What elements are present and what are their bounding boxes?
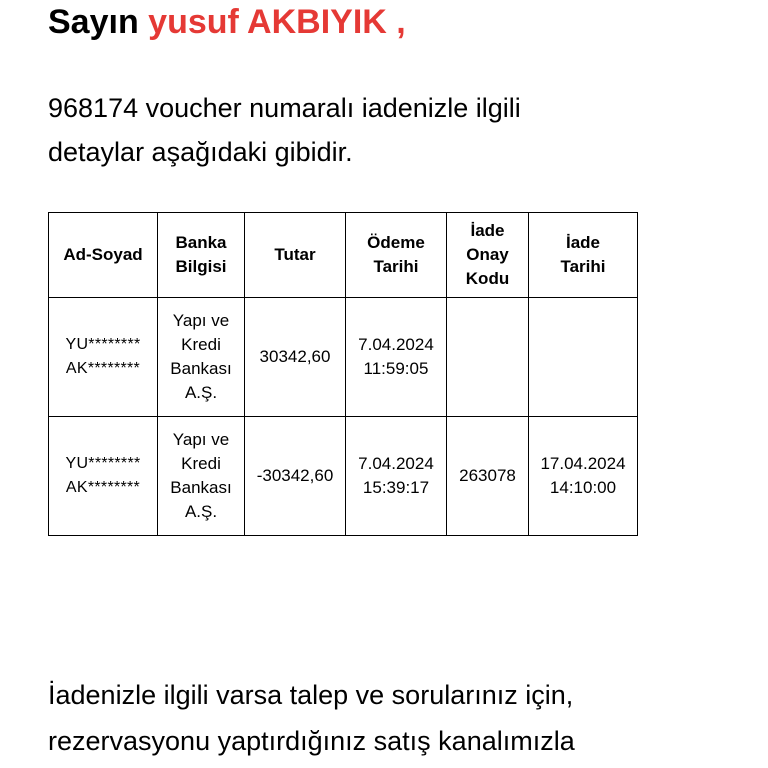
cell-text: -30342,60 (256, 466, 334, 485)
intro-line-1: 968174 voucher numaralı iadenizle ilgili (48, 93, 521, 123)
refund-details-table (48, 212, 638, 536)
header-text: İade (565, 233, 601, 252)
cell-text: YU******** (65, 336, 141, 353)
cell-iade-onay-kodu (447, 417, 529, 536)
header-iade-tarihi (529, 213, 638, 298)
cell-text: 11:59:05 (363, 359, 429, 378)
cell-text: 14:10:00 (549, 478, 617, 497)
header-text: Bilgisi (175, 257, 227, 276)
intro-text (48, 86, 688, 174)
table-header-row (49, 213, 638, 298)
cell-text: 15:39:17 (362, 478, 430, 497)
intro-line-2: detaylar aşağıdaki gibidir. (48, 137, 353, 167)
header-iade-onay-kodu (447, 213, 529, 298)
cell-odeme-tarihi (346, 298, 447, 417)
cell-text: AK******** (65, 479, 141, 496)
cell-ad-soyad (49, 417, 158, 536)
cell-text: Bankası (170, 478, 232, 497)
header-text: Tarihi (373, 257, 419, 276)
greeting-prefix: Sayın (48, 3, 139, 41)
header-ad-soyad (49, 213, 158, 298)
cell-banka-bilgisi (158, 298, 245, 417)
header-tutar (245, 213, 346, 298)
greeting-heading (48, 0, 406, 44)
header-text: Ad-Soyad (63, 245, 143, 264)
cell-odeme-tarihi (346, 417, 447, 536)
cell-text: 30342,60 (259, 347, 331, 366)
header-text: Tutar (274, 245, 316, 264)
cell-iade-tarihi (529, 298, 638, 417)
cell-iade-tarihi (529, 417, 638, 536)
header-text: Kodu (465, 269, 510, 288)
cell-ad-soyad (49, 298, 158, 417)
cell-text: AK******** (65, 360, 141, 377)
cell-text: Yapı ve (172, 430, 230, 449)
cell-text: 7.04.2024 (358, 335, 434, 354)
cell-text: A.Ş. (184, 383, 218, 402)
header-odeme-tarihi (346, 213, 447, 298)
footer-line-1: İadenizle ilgili varsa talep ve sorularınız için, (48, 680, 574, 710)
header-text: Onay (466, 245, 509, 264)
cell-text: 263078 (459, 466, 516, 485)
cell-text: 17.04.2024 (540, 454, 626, 473)
cell-tutar (245, 298, 346, 417)
cell-text: Kredi (181, 335, 221, 354)
cell-text: Kredi (181, 454, 221, 473)
header-text: Banka (175, 233, 227, 252)
cell-text: YU******** (65, 455, 141, 472)
cell-text: 7.04.2024 (358, 454, 434, 473)
footer-text (48, 672, 748, 764)
cell-text: Yapı ve (172, 311, 230, 330)
footer-line-2: rezervasyonu yaptırdığınız satış kanalımızla (48, 726, 575, 756)
cell-banka-bilgisi (158, 417, 245, 536)
cell-iade-onay-kodu (447, 298, 529, 417)
header-text: İade (470, 221, 505, 240)
cell-tutar (245, 417, 346, 536)
table-row (49, 417, 638, 536)
header-text: Tarihi (560, 257, 606, 276)
table-row (49, 298, 638, 417)
customer-name: yusuf AKBIYIK , (148, 3, 406, 41)
cell-text: A.Ş. (184, 502, 218, 521)
header-banka-bilgisi (158, 213, 245, 298)
header-text: Ödeme (367, 233, 425, 252)
cell-text: Bankası (170, 359, 232, 378)
